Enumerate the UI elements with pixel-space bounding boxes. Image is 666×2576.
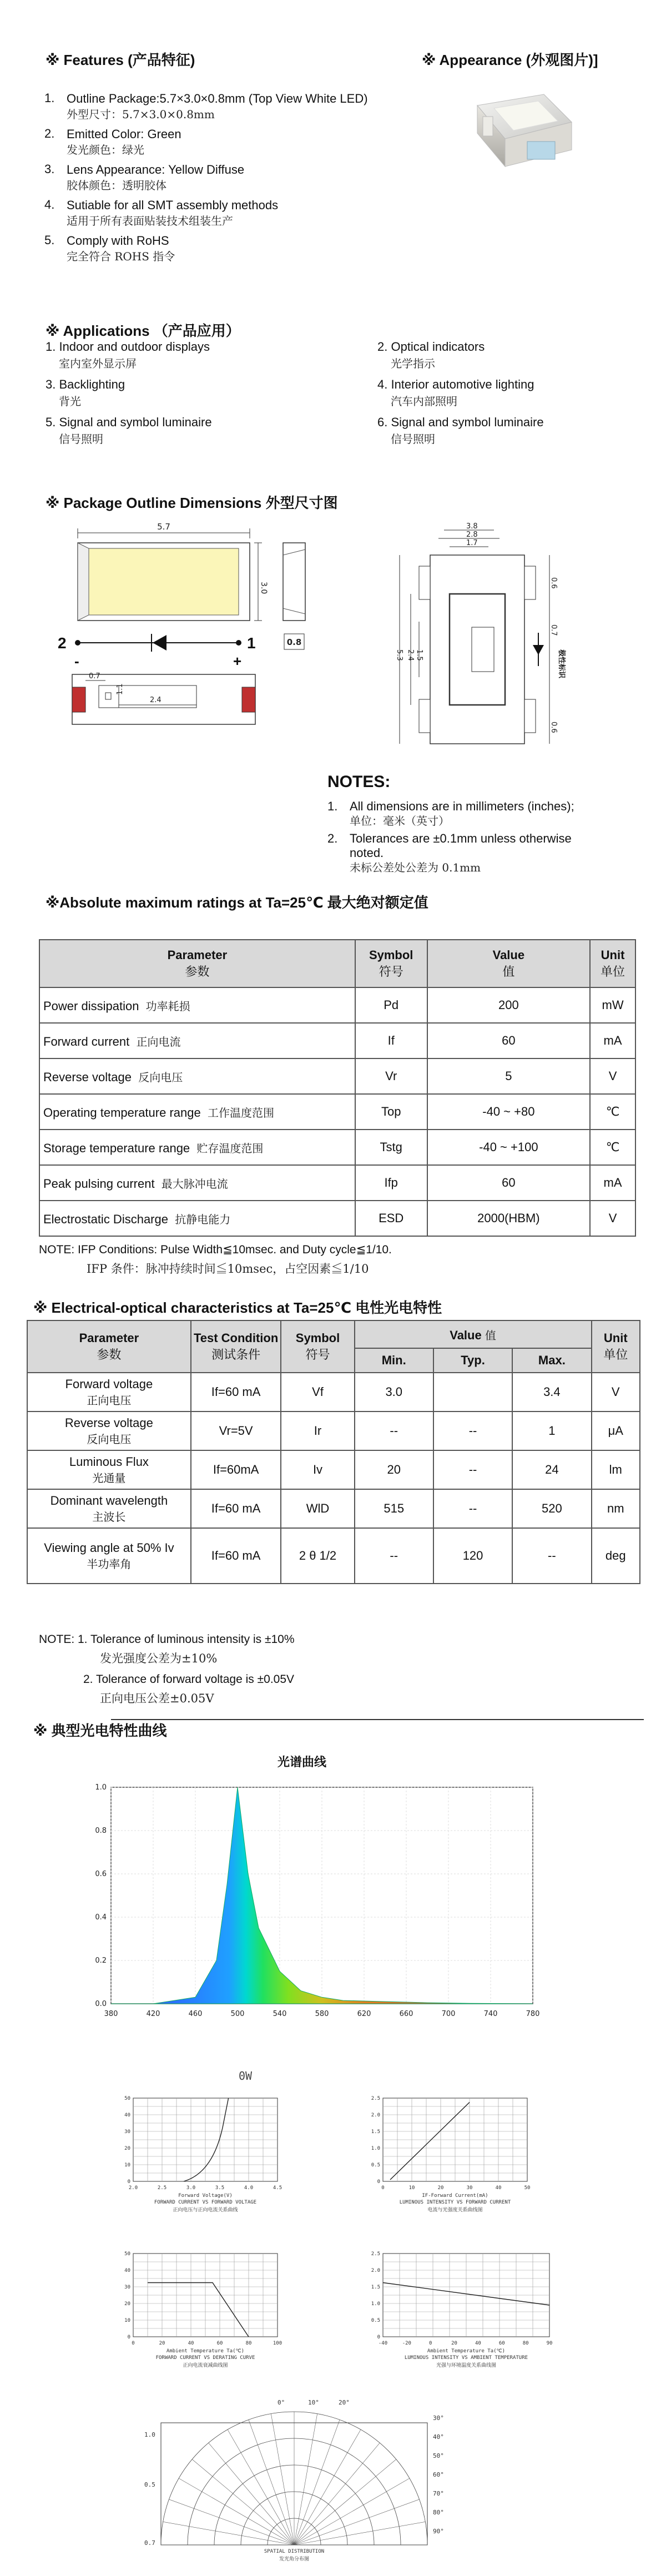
small-chart-ytick: 10 bbox=[124, 2162, 130, 2168]
feature-item bbox=[44, 162, 377, 193]
small-chart-ytick: 0 bbox=[377, 2335, 380, 2340]
eo-max-cell: 24 bbox=[512, 1450, 591, 1489]
eo-min-cell: 515 bbox=[355, 1489, 433, 1528]
feature-en: Outline Package:5.7×3.0×0.8mm (Top View White LED) bbox=[67, 92, 368, 105]
small-chart-caption-cn: 正向电压与正向电流关系曲线 bbox=[173, 2207, 238, 2213]
dim-r3: 1.7 bbox=[466, 539, 478, 547]
spectrum-ytick: 0.8 bbox=[95, 1827, 107, 1835]
eo-note-1: NOTE: 1. Tolerance of luminous intensity is ±10% bbox=[39, 1633, 295, 1646]
abs-max-row bbox=[39, 1023, 635, 1058]
abs-max-row bbox=[39, 1201, 635, 1236]
package-drawing-right bbox=[383, 522, 566, 755]
abs-symbol-cell: If bbox=[355, 1023, 427, 1058]
eo-header-value: Value 值 bbox=[355, 1320, 592, 1348]
eo-cond-cell: If=60 mA bbox=[191, 1373, 281, 1411]
application-item bbox=[377, 376, 666, 410]
polar-right-label: 70° bbox=[433, 2490, 444, 2497]
abs-unit-cell: V bbox=[590, 1201, 635, 1236]
eo-param-cell: Reverse voltage 反向电压 bbox=[27, 1411, 191, 1450]
abs-param-cell: Forward current 正向电流 bbox=[39, 1023, 355, 1058]
eo-typ-cell: -- bbox=[433, 1489, 512, 1528]
abs-symbol-cell: Vr bbox=[355, 1058, 427, 1094]
small-chart-ytick: 40 bbox=[124, 2113, 130, 2118]
eo-header-unit: Unit 单位 bbox=[592, 1320, 640, 1373]
note-num: 1. bbox=[327, 799, 338, 813]
abs-value-cell: -40 ~ +100 bbox=[427, 1130, 590, 1165]
abs-param-cell: Peak pulsing current 最大脉冲电流 bbox=[39, 1165, 355, 1201]
eo-sym-cell: 2 θ 1/2 bbox=[281, 1528, 354, 1584]
spectrum-xtick: 780 bbox=[526, 2010, 540, 2018]
eo-cond-cell: If=60 mA bbox=[191, 1528, 281, 1584]
application-cn: 信号照明 bbox=[391, 432, 435, 446]
abs-symbol-cell: Ifp bbox=[355, 1165, 427, 1201]
eo-param-cell: Luminous Flux 光通量 bbox=[27, 1450, 191, 1489]
small-chart-xtick: 3.0 bbox=[186, 2185, 196, 2191]
abs-unit-cell: mA bbox=[590, 1165, 635, 1201]
abs-value-cell: 5 bbox=[427, 1058, 590, 1094]
small-chart-caption-cn: 电流与光强度关系曲线图 bbox=[427, 2207, 483, 2213]
abs-header-symbol: Symbol 符号 bbox=[355, 940, 427, 987]
small-chart-ytick: 10 bbox=[124, 2318, 130, 2323]
features-title: ※ Features (产品特征) bbox=[46, 52, 195, 68]
spectrum-xtick: 380 bbox=[104, 2010, 118, 2018]
small-chart-xtick: -40 bbox=[378, 2341, 388, 2346]
small-chart-ytick: 2.5 bbox=[371, 2251, 380, 2257]
abs-param-cell: Operating temperature range 工作温度范围 bbox=[39, 1094, 355, 1130]
eo-unit-cell: nm bbox=[592, 1489, 640, 1528]
small-chart-ytick: 2.5 bbox=[371, 2096, 380, 2101]
polar-left-label: 0.5 bbox=[144, 2481, 155, 2488]
dim-r8: 1.5 bbox=[415, 649, 423, 661]
abs-unit-cell: ℃ bbox=[590, 1130, 635, 1165]
feature-en: Lens Appearance: Yellow Diffuse bbox=[67, 163, 245, 177]
abs-max-header-row bbox=[39, 940, 635, 987]
small-chart-xtick: 80 bbox=[522, 2341, 529, 2346]
abs-header-value: Value 值 bbox=[427, 940, 590, 987]
abs-unit-cell: V bbox=[590, 1058, 635, 1094]
appearance-title: ※ Appearance (外观图片)] bbox=[422, 52, 598, 68]
polar-caption-cn: 发光角分布图 bbox=[279, 2557, 310, 2562]
polar-top-label: 20° bbox=[339, 2399, 350, 2406]
abs-unit-cell: mA bbox=[590, 1023, 635, 1058]
polar-top-label: 10° bbox=[308, 2399, 319, 2406]
eo-header-parameter: Parameter 参数 bbox=[27, 1320, 191, 1373]
polarity-label: 极性标识 bbox=[557, 649, 566, 679]
feature-cn: 胶体颜色：透明胶体 bbox=[67, 179, 167, 192]
spectrum-xtick: 660 bbox=[399, 2010, 413, 2018]
spectrum-chart bbox=[78, 1776, 555, 2031]
feature-item bbox=[44, 127, 377, 158]
abs-max-row bbox=[39, 1094, 635, 1130]
abs-param-cell: Power dissipation 功率耗损 bbox=[39, 987, 355, 1023]
dim-height: 3.0 bbox=[259, 582, 268, 594]
dim-pad: 0.7 bbox=[89, 672, 100, 680]
small-chart-caption-cn: 正向电流衰减曲线图 bbox=[183, 2363, 228, 2368]
eo-sym-cell: Iv bbox=[281, 1450, 354, 1489]
application-cn: 汽车内部照明 bbox=[391, 395, 457, 408]
dim-thickness: 0.8 bbox=[286, 637, 302, 647]
polar-right-label: 90° bbox=[433, 2528, 444, 2535]
feature-num: 1. bbox=[44, 91, 55, 105]
small-chart-xtick: 4.5 bbox=[273, 2185, 282, 2191]
feature-en: Emitted Color: Green bbox=[67, 127, 181, 141]
eo-param-cell: Dominant wavelength 主波长 bbox=[27, 1489, 191, 1528]
eo-min-cell: -- bbox=[355, 1528, 433, 1584]
eo-max-cell: 1 bbox=[512, 1411, 591, 1450]
eo-cond-cell: If=60 mA bbox=[191, 1489, 281, 1528]
feature-num: 3. bbox=[44, 162, 55, 176]
small-chart-xtick: 40 bbox=[188, 2341, 194, 2346]
small-chart-caption-axis: Ambient Temperature Ta(℃) bbox=[427, 2348, 506, 2354]
eo-unit-cell: deg bbox=[592, 1528, 640, 1584]
eo-header-typ: Typ. bbox=[433, 1348, 512, 1373]
dim-pad2: 1.1 bbox=[116, 683, 124, 695]
feature-cn: 完全符合 ROHS 指令 bbox=[67, 250, 175, 263]
note-num: 2. bbox=[327, 831, 338, 845]
feature-num: 4. bbox=[44, 198, 55, 211]
spectrum-xtick: 460 bbox=[188, 2010, 203, 2018]
abs-symbol-cell: Pd bbox=[355, 987, 427, 1023]
note-en: Tolerances are ±0.1mm unless otherwise noted. bbox=[350, 831, 572, 860]
small-chart-xtick: 10 bbox=[408, 2185, 415, 2191]
abs-unit-cell: mW bbox=[590, 987, 635, 1023]
eo-typ-cell bbox=[433, 1373, 512, 1411]
small-chart-xtick: 2.5 bbox=[157, 2185, 167, 2191]
polar-right-label: 50° bbox=[433, 2452, 444, 2459]
small-chart-xtick: 100 bbox=[273, 2341, 282, 2346]
application-item bbox=[46, 339, 334, 372]
eo-sym-cell: WlD bbox=[281, 1489, 354, 1528]
abs-max-row bbox=[39, 1165, 635, 1201]
abs-header-unit: Unit 单位 bbox=[590, 940, 635, 987]
feature-cn: 外型尺寸：5.7×3.0×0.8mm bbox=[67, 108, 215, 121]
application-en: 3. Backlighting bbox=[46, 377, 125, 391]
spectrum-xtick: 700 bbox=[441, 2010, 456, 2018]
small-chart-ytick: 0.5 bbox=[371, 2162, 380, 2168]
dim-r4: 0.6 bbox=[549, 577, 558, 589]
application-en: 2. Optical indicators bbox=[377, 340, 485, 354]
small-chart-xtick: 30 bbox=[466, 2185, 473, 2191]
pin-1-label: 1 bbox=[247, 634, 256, 652]
feature-item bbox=[44, 233, 377, 264]
feature-item bbox=[44, 91, 377, 122]
eo-cond-cell: Vr=5V bbox=[191, 1411, 281, 1450]
abs-value-cell: 60 bbox=[427, 1165, 590, 1201]
application-item bbox=[46, 414, 334, 447]
small-chart-xtick: 2.0 bbox=[128, 2185, 138, 2191]
eo-header-min: Min. bbox=[355, 1348, 433, 1373]
eo-sym-cell: Vf bbox=[281, 1373, 354, 1411]
abs-value-cell: 2000(HBM) bbox=[427, 1201, 590, 1236]
abs-note-1: NOTE: IFP Conditions: Pulse Width≦10msec. and Duty cycle≦1/10. bbox=[39, 1243, 392, 1256]
eo-typ-cell: -- bbox=[433, 1450, 512, 1489]
application-cn: 光学指示 bbox=[391, 357, 435, 370]
spectrum-ytick: 0.0 bbox=[95, 2000, 107, 2008]
application-item bbox=[377, 339, 666, 372]
small-chart-xtick: 4.0 bbox=[244, 2185, 254, 2191]
abs-symbol-cell: Tstg bbox=[355, 1130, 427, 1165]
eo-note-1-cn: 发光强度公差为±10% bbox=[100, 1652, 218, 1665]
electro-title: ※ Electrical-optical characteristics at Ta=25℃ 电性光电特性 bbox=[33, 1299, 442, 1316]
note-cn: 单位：毫米（英寸） bbox=[350, 814, 450, 828]
small-chart-caption-axis: Ambient Temperature Ta(℃) bbox=[166, 2348, 245, 2354]
small-chart-ytick: 0 bbox=[377, 2179, 380, 2185]
dim-r9: 0.6 bbox=[549, 722, 558, 733]
application-en: 4. Interior automotive lighting bbox=[377, 377, 534, 391]
feature-en: Comply with RoHS bbox=[67, 234, 169, 248]
small-chart-ytick: 50 bbox=[124, 2251, 130, 2257]
application-en: 6. Signal and symbol luminaire bbox=[377, 415, 544, 429]
eo-min-cell: 3.0 bbox=[355, 1373, 433, 1411]
note-en: All dimensions are in millimeters (inches); bbox=[350, 799, 574, 813]
polar-left-label: 0.7 bbox=[144, 2539, 155, 2547]
small-chart-ytick: 50 bbox=[124, 2096, 130, 2101]
feature-cn: 发光颜色：绿光 bbox=[67, 143, 144, 157]
chart-iv-curve bbox=[111, 2087, 300, 2220]
abs-value-cell: 60 bbox=[427, 1023, 590, 1058]
dim-width: 5.7 bbox=[157, 522, 170, 532]
abs-max-row bbox=[39, 1130, 635, 1165]
eo-header-condition: Test Condition 测试条件 bbox=[191, 1320, 281, 1373]
spectrum-ytick: 1.0 bbox=[95, 1783, 107, 1792]
small-chart-ytick: 0 bbox=[127, 2335, 130, 2340]
small-chart-xtick: 40 bbox=[475, 2341, 481, 2346]
minus-label: - bbox=[74, 653, 79, 669]
chart-intensity-current bbox=[361, 2087, 549, 2220]
small-chart-xtick: 40 bbox=[495, 2185, 502, 2191]
eo-sym-cell: Ir bbox=[281, 1411, 354, 1450]
spectrum-xtick: 540 bbox=[273, 2010, 287, 2018]
application-item bbox=[46, 376, 334, 410]
small-chart-xtick: 50 bbox=[524, 2185, 531, 2191]
ow-label: 0W bbox=[239, 2069, 253, 2083]
abs-symbol-cell: ESD bbox=[355, 1201, 427, 1236]
eo-param-cell: Viewing angle at 50% Iv 半功率角 bbox=[27, 1528, 191, 1584]
small-chart-ytick: 30 bbox=[124, 2129, 130, 2135]
application-en: 1. Indoor and outdoor displays bbox=[46, 340, 210, 354]
package-title: ※ Package Outline Dimensions 外型尺寸图 bbox=[46, 495, 338, 511]
small-chart-ytick: 0 bbox=[127, 2179, 130, 2185]
abs-max-table bbox=[39, 939, 636, 1237]
pin-2-label: 2 bbox=[58, 634, 67, 652]
curves-title: ※ 典型光电特性曲线 bbox=[33, 1722, 167, 1739]
small-chart-xtick: 90 bbox=[546, 2341, 553, 2346]
small-chart-ytick: 1.5 bbox=[371, 2129, 380, 2135]
eo-row bbox=[27, 1450, 640, 1489]
polar-right-label: 40° bbox=[433, 2433, 444, 2441]
spectrum-title: 光谱曲线 bbox=[278, 1756, 327, 1770]
spectrum-xtick: 420 bbox=[146, 2010, 160, 2018]
eo-unit-cell: lm bbox=[592, 1450, 640, 1489]
abs-header-parameter: Parameter 参数 bbox=[39, 940, 355, 987]
small-chart-xtick: 20 bbox=[451, 2341, 457, 2346]
application-cn: 信号照明 bbox=[59, 432, 103, 446]
feature-en: Sutiable for all SMT assembly methods bbox=[67, 198, 279, 212]
feature-cn: 适用于所有表面贴装技术组装生产 bbox=[67, 214, 233, 228]
application-item bbox=[377, 414, 666, 447]
polar-right-label: 60° bbox=[433, 2471, 444, 2478]
abs-max-row bbox=[39, 987, 635, 1023]
abs-value-cell: 200 bbox=[427, 987, 590, 1023]
polar-right-label: 30° bbox=[433, 2414, 444, 2422]
small-chart-xtick: 20 bbox=[437, 2185, 444, 2191]
eo-unit-cell: μA bbox=[592, 1411, 640, 1450]
dim-r2: 2.8 bbox=[466, 531, 478, 539]
small-chart-caption-axis: IF-Forward Current(mA) bbox=[422, 2193, 488, 2199]
small-chart-ytick: 1.0 bbox=[371, 2301, 380, 2307]
application-cn: 背光 bbox=[59, 395, 81, 408]
application-cn: 室内室外显示屏 bbox=[59, 357, 137, 370]
eo-unit-cell: V bbox=[592, 1373, 640, 1411]
eo-max-cell: 520 bbox=[512, 1489, 591, 1528]
abs-max-row bbox=[39, 1058, 635, 1094]
polar-right-label: 80° bbox=[433, 2509, 444, 2516]
eo-note-2-cn: 正向电压公差±0.05V bbox=[100, 1692, 214, 1705]
abs-param-cell: Electrostatic Discharge 抗静电能力 bbox=[39, 1201, 355, 1236]
note-item bbox=[327, 831, 605, 875]
small-chart-caption-en: LUMINOUS INTENSITY VS AMBIENT TEMPERATURE bbox=[404, 2355, 528, 2361]
spectrum-xtick: 580 bbox=[315, 2010, 329, 2018]
spectrum-ytick: 0.6 bbox=[95, 1870, 107, 1878]
small-chart-xtick: 60 bbox=[498, 2341, 505, 2346]
chart-spatial-distribution bbox=[144, 2398, 494, 2570]
abs-note-2: IFP 条件：脉冲持续时间≦10msec，占空因素≦1/10 bbox=[87, 1262, 369, 1276]
feature-item bbox=[44, 198, 377, 229]
eo-param-cell: Forward voltage 正向电压 bbox=[27, 1373, 191, 1411]
eo-typ-cell: -- bbox=[433, 1411, 512, 1450]
eo-typ-cell: 120 bbox=[433, 1528, 512, 1584]
polar-caption-en: SPATIAL DISTRIBUTION bbox=[264, 2549, 325, 2554]
abs-symbol-cell: Top bbox=[355, 1094, 427, 1130]
abs-param-cell: Reverse voltage 反向电压 bbox=[39, 1058, 355, 1094]
note-cn: 未标公差处公差为 0.1mm bbox=[350, 861, 481, 874]
small-chart-ytick: 1.5 bbox=[371, 2285, 380, 2290]
small-chart-xtick: -20 bbox=[402, 2341, 411, 2346]
spectrum-ytick: 0.2 bbox=[95, 1957, 107, 1965]
small-chart-ytick: 1.0 bbox=[371, 2146, 380, 2151]
dim-r7: 2.4 bbox=[406, 649, 415, 661]
dim-r1: 3.8 bbox=[466, 522, 478, 531]
small-chart-caption-en: FORWARD CURRENT VS FORWARD VOLTAGE bbox=[154, 2200, 257, 2205]
small-chart-xtick: 3.5 bbox=[215, 2185, 225, 2191]
eo-min-cell: 20 bbox=[355, 1450, 433, 1489]
small-chart-ytick: 40 bbox=[124, 2268, 130, 2273]
small-chart-caption-cn: 光强与环境温度关系曲线图 bbox=[436, 2363, 497, 2368]
polar-left-label: 1.0 bbox=[144, 2431, 155, 2438]
small-chart-ytick: 30 bbox=[124, 2285, 130, 2290]
small-chart-xtick: 60 bbox=[216, 2341, 223, 2346]
spectrum-xtick: 620 bbox=[357, 2010, 371, 2018]
abs-unit-cell: ℃ bbox=[590, 1094, 635, 1130]
eo-row bbox=[27, 1373, 640, 1411]
application-en: 5. Signal and symbol luminaire bbox=[46, 415, 212, 429]
small-chart-ytick: 20 bbox=[124, 2146, 130, 2151]
package-drawing-left bbox=[56, 516, 322, 727]
eo-note-2: 2. Tolerance of forward voltage is ±0.05V bbox=[83, 1673, 295, 1686]
small-chart-caption-en: LUMINOUS INTENSITY VS FORWARD CURRENT bbox=[399, 2200, 511, 2205]
spectrum-xtick: 500 bbox=[230, 2010, 245, 2018]
small-chart-ytick: 2.0 bbox=[371, 2268, 380, 2273]
small-chart-xtick: 0 bbox=[429, 2341, 432, 2346]
eo-cond-cell: If=60mA bbox=[191, 1450, 281, 1489]
eo-max-cell: -- bbox=[512, 1528, 591, 1584]
small-chart-ytick: 0.5 bbox=[371, 2318, 380, 2323]
feature-num: 2. bbox=[44, 127, 55, 140]
eo-header-max: Max. bbox=[512, 1348, 591, 1373]
polar-top-label: 0° bbox=[278, 2399, 285, 2406]
eo-row bbox=[27, 1489, 640, 1528]
dim-inner: 2.4 bbox=[150, 696, 162, 704]
curves-divider bbox=[111, 1719, 644, 1720]
eo-min-cell: -- bbox=[355, 1411, 433, 1450]
small-chart-xtick: 0 bbox=[381, 2185, 385, 2191]
abs-max-title: ※Absolute maximum ratings at Ta=25℃ 最大绝对额定值 bbox=[46, 894, 428, 911]
dim-r6: 5.3 bbox=[395, 649, 403, 661]
feature-num: 5. bbox=[44, 233, 55, 247]
appearance-photo bbox=[461, 83, 583, 183]
spectrum-ytick: 0.4 bbox=[95, 1913, 107, 1922]
applications-title: ※ Applications （产品应用） bbox=[46, 322, 240, 339]
small-chart-xtick: 20 bbox=[159, 2341, 165, 2346]
eo-header-symbol: Symbol 符号 bbox=[281, 1320, 354, 1373]
note-item bbox=[327, 799, 605, 828]
small-chart-caption-axis: Forward Voltage(V) bbox=[178, 2193, 233, 2199]
small-chart-ytick: 2.0 bbox=[371, 2113, 380, 2118]
abs-value-cell: -40 ~ +80 bbox=[427, 1094, 590, 1130]
small-chart-xtick: 80 bbox=[245, 2341, 252, 2346]
small-chart-ytick: 20 bbox=[124, 2301, 130, 2307]
chart-current-derating bbox=[111, 2242, 300, 2376]
abs-param-cell: Storage temperature range 贮存温度范围 bbox=[39, 1130, 355, 1165]
eo-max-cell: 3.4 bbox=[512, 1373, 591, 1411]
small-chart-xtick: 0 bbox=[132, 2341, 135, 2346]
electro-table bbox=[27, 1320, 640, 1584]
notes-title: NOTES: bbox=[327, 773, 391, 791]
eo-row bbox=[27, 1528, 640, 1584]
dim-r5: 0.7 bbox=[549, 624, 558, 636]
chart-intensity-temperature bbox=[361, 2242, 572, 2376]
plus-label: + bbox=[233, 653, 242, 669]
spectrum-xtick: 740 bbox=[483, 2010, 498, 2018]
eo-row bbox=[27, 1411, 640, 1450]
small-chart-caption-en: FORWARD CURRENT VS DERATING CURVE bbox=[155, 2355, 255, 2361]
